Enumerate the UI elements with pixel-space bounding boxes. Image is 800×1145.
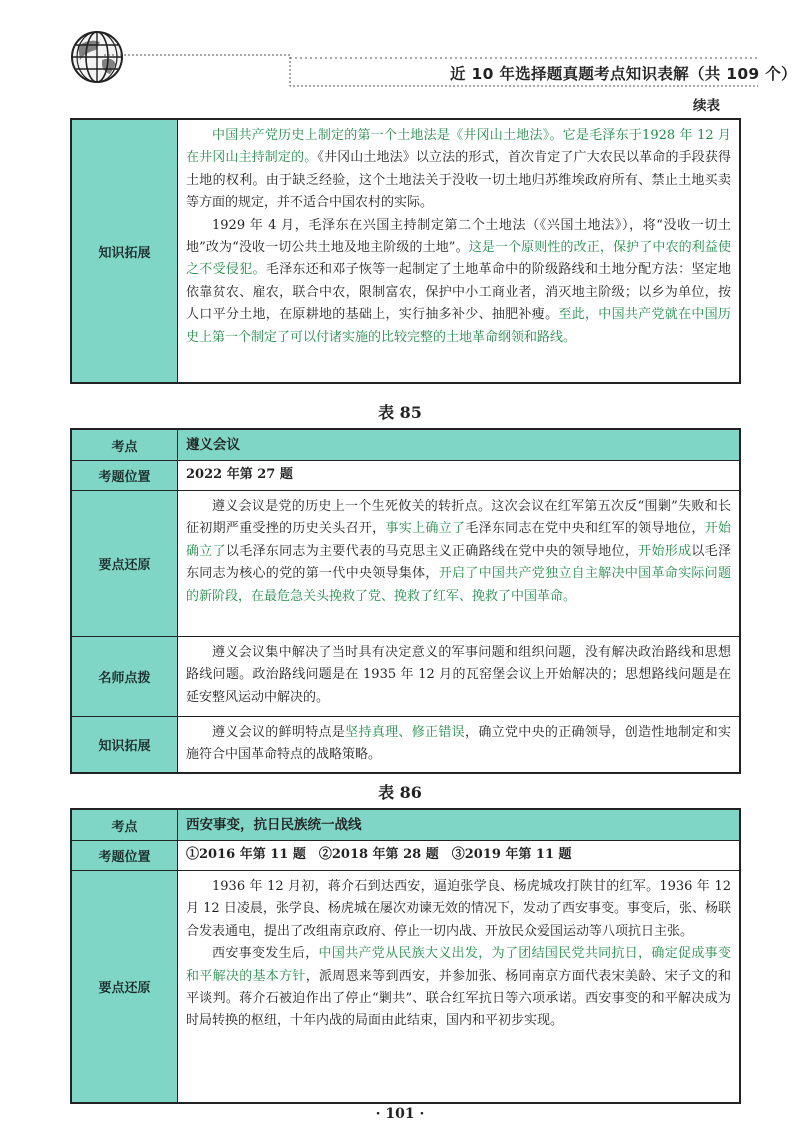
body-text: 遵义会议是党的历史上一个生死攸关的转折点。这次会议在红军第五次反“围剿”失败和长征初期严重受挫的历史关头召开， [186,499,731,537]
header-divider [0,0,800,110]
highlight-text: 坚持真理、修正错误 [345,725,465,740]
body-text: 毛泽东还和邓子恢等一起制定了土地革命中的阶级路线和土地分配方法：坚定地依靠贫农、雇农，联合中农，限制富农，保护中小工商业者，消灭地主阶级；以乡为单位，按人口平分土地，在原耕地的基础上，实行抽多补少、抽肥补瘦。 [186,262,731,323]
row-label: 考题位置 [72,461,178,490]
body-text: ，派周恩来等到西安，并参加张、杨同南京方面代表宋美龄、宋子文的和平谈判。蒋介石被迫作出了停止“剿共”、联合红军抗日等六项承诺。西安事变的和平解决成为时局转换的枢纽，十年内战的局面由此结束，国内和平初步实现。 [186,968,731,1029]
page-number: · 101 · [375,1106,425,1122]
row-label: 考点 [72,430,178,460]
row-label: 要点还原 [72,871,178,1102]
row-topic [72,810,739,840]
continued-label: 续表 [693,98,720,114]
row-key-points [72,490,739,636]
table-caption: 表 86 [378,783,422,802]
row-content [178,637,739,716]
row-content [178,491,739,636]
row-exam-position [72,460,739,490]
paragraph [186,215,731,349]
body-text: 《井冈山土地法》以立法的形式，首次肯定了广大农民以革命的手段获得土地的权利。由于缺乏经验，这个土地法关于没收一切土地归苏维埃政府所有、禁止土地买卖等方面的规定，并不适合中国农村的实际。 [186,150,731,211]
table-continued [70,118,741,384]
highlight-text: 中国共产党从民族大义出发，为了团结国民党共同抗日，确定促成事变和平解决的基本方针 [186,946,731,984]
body-text: 以毛泽东同志为核心的党的第一代中央领导集体， [186,543,731,582]
row-content [178,120,739,382]
paragraph [186,125,731,215]
row-content [178,871,739,1102]
row-teacher-tips [72,636,739,716]
highlight-text: 至此，中国共产党就在中国历史上第一个制定了可以付诸实施的比较完整的土地革命纲领和路线。 [186,307,731,345]
body-text: 毛泽东同志在党中央和红军的领导地位， [465,521,705,537]
body-text: 西安事变发生后， [212,946,319,962]
highlight-text: 这是一个原则性的改正，保护了中农的利益使之不受侵犯。 [186,240,731,278]
paragraph [186,943,731,1033]
row-content [178,717,739,772]
paragraph: 1936 年 12 月初，蒋介石到达西安，逼迫张学良、杨虎城攻打陕甘的红军。1936 年 12 月 12 日凌晨，张学良、杨虎城在屡次劝谏无效的情况下，发动了西安事变。事变后，张、杨联合发表通电，提出了改组南京政府、停止一切内战、开放民众爱国运动等八项抗日主张。 [186,879,731,939]
highlight-text: 开始确立了 [186,521,731,559]
row-knowledge-expansion [72,120,739,382]
table-86 [70,808,741,1104]
row-label: 知识拓展 [72,120,178,382]
highlight-text: 事实上确立了 [385,521,466,537]
row-exam-position [72,840,739,870]
table-caption: 表 85 [378,403,422,422]
topic-title: 遵义会议 [178,430,739,460]
row-key-points [72,870,739,1102]
body-text: ，确立党中央的正确领导，创造性地制定和实施符合中国革命特点的战略策略。 [186,725,731,763]
paragraph: 遵义会议集中解决了当时具有决定意义的军事问题和组织问题，没有解决政治路线和思想路线问题。政治路线问题是在 1935 年 12 月的瓦窑堡会议上开始解决的；思想路线问题是在延安整风运动中解决的。 [186,645,731,705]
row-label: 名师点拨 [72,637,178,716]
highlight-text: 开启了中国共产党独立自主解决中国革命实际问题的新阶段，在最危急关头挽救了党、挽救了红军、挽救了中国革命。 [186,566,731,604]
highlight-text: 中国共产党历史上制定的第一个土地法是《井冈山土地法》。它是毛泽东于1928 年 12 月在井冈山主持制定的。 [186,128,731,166]
exam-position: 2022 年第 27 题 [186,467,293,483]
topic-title: 西安事变，抗日民族统一战线 [178,810,739,840]
page-header [0,0,800,114]
row-label: 要点还原 [72,491,178,636]
row-topic [72,430,739,460]
paragraph [186,722,731,767]
paragraph [186,496,731,608]
body-text: 1929 年 4 月，毛泽东在兴国主持制定第二个土地法（《兴国土地法》），将“没收一切土地”改为“没收一切公共土地及地主阶级的土地”。 [186,217,731,256]
row-label: 知识拓展 [72,717,178,772]
running-title: 近 10 年选择题真题考点知识表解（共 109 个） [450,65,797,83]
row-label: 考题位置 [72,841,178,870]
table-85 [70,428,741,774]
row-knowledge-expansion [72,716,739,772]
body-text: 遵义会议的鲜明特点是 [212,725,346,740]
body-text: 以毛泽东同志为主要代表的马克思主义正确路线在党中央的领导地位， [225,543,639,559]
highlight-text: 开始形成 [638,543,692,559]
row-label: 考点 [72,810,178,840]
exam-position: ①2016 年第 11 题 ②2018 年第 28 题 ③2019 年第 11 题 [186,847,572,863]
